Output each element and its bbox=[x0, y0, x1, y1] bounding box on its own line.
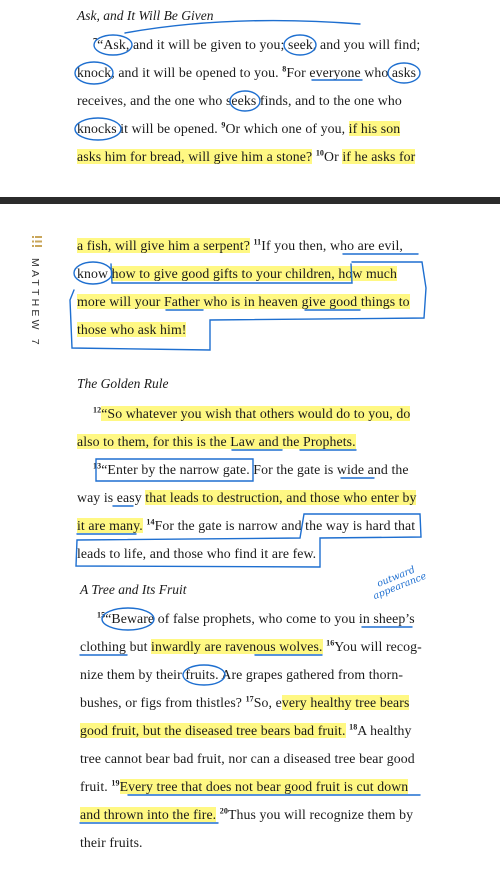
text-line: those who ask him! bbox=[77, 322, 187, 337]
section-heading-golden-rule: The Golden Rule bbox=[77, 376, 169, 391]
text-line: clothing but inwardly are ravenous wolves. $^{16}$You will recog- bbox=[80, 638, 422, 654]
text-line: also to them, for this is the Law and the Prophets. bbox=[77, 434, 356, 449]
text-line: knocks it will be opened. $^9$Or which one of you, if his son bbox=[77, 120, 401, 136]
text-line: it are many. $^{14}$For the gate is narrow and the way is hard that bbox=[77, 517, 416, 533]
text-line: bushes, or figs from thistles? $^{17}$So, every healthy tree bears bbox=[80, 694, 410, 710]
text-line: $^{15}$“Beware of false prophets, who come to you in sheep’s bbox=[97, 610, 415, 626]
section-heading-tree-fruit: A Tree and Its Fruit bbox=[80, 582, 187, 597]
text-line: tree cannot bear bad fruit, nor can a diseased tree bear good bbox=[80, 751, 415, 766]
text-line: $^7$“Ask, and it will be given to you; seek, and you will find; bbox=[93, 36, 421, 52]
text-line: $^{13}$“Enter by the narrow gate. For the gate is wide and the bbox=[93, 461, 409, 477]
text-line: more will your Father who is in heaven give good things to bbox=[77, 294, 410, 309]
text-line: know how to give good gifts to your children, how much bbox=[77, 266, 398, 281]
text-line: and thrown into the fire. $^{20}$Thus you will recognize them by bbox=[80, 806, 414, 822]
handwritten-annotation: outward appearance bbox=[371, 564, 429, 602]
list-icon[interactable] bbox=[32, 236, 42, 247]
text-line: fruit. $^{19}$Every tree that does not bear good fruit is cut down bbox=[80, 778, 409, 794]
text-line: their fruits. bbox=[80, 835, 143, 850]
text-line: nize them by their fruits. Are grapes gathered from thorn- bbox=[80, 667, 404, 682]
text-line: knock, and it will be opened to you. $^8$For everyone who asks bbox=[77, 64, 417, 80]
text-line: $^{12}$“So whatever you wish that others would do to you, do bbox=[93, 405, 411, 421]
text-line: way is easy that leads to destruction, and those who enter by bbox=[77, 490, 417, 505]
text-line: good fruit, but the diseased tree bears bad fruit. $^{18}$A healthy bbox=[80, 722, 412, 738]
text-line: a fish, will give him a serpent? $^{11}$If you then, who are evil, bbox=[77, 237, 403, 253]
book-chapter-label: MATTHEW 7 bbox=[29, 258, 41, 348]
text-line: receives, and the one who seeks finds, and to the one who bbox=[77, 93, 402, 108]
page-divider bbox=[0, 197, 500, 204]
section-heading-ask: Ask, and It Will Be Given bbox=[77, 8, 214, 23]
text-line: leads to life, and those who find it are few. bbox=[77, 546, 317, 561]
text-line: asks him for bread, will give him a stone? $^{10}$Or if he asks for bbox=[77, 148, 416, 164]
